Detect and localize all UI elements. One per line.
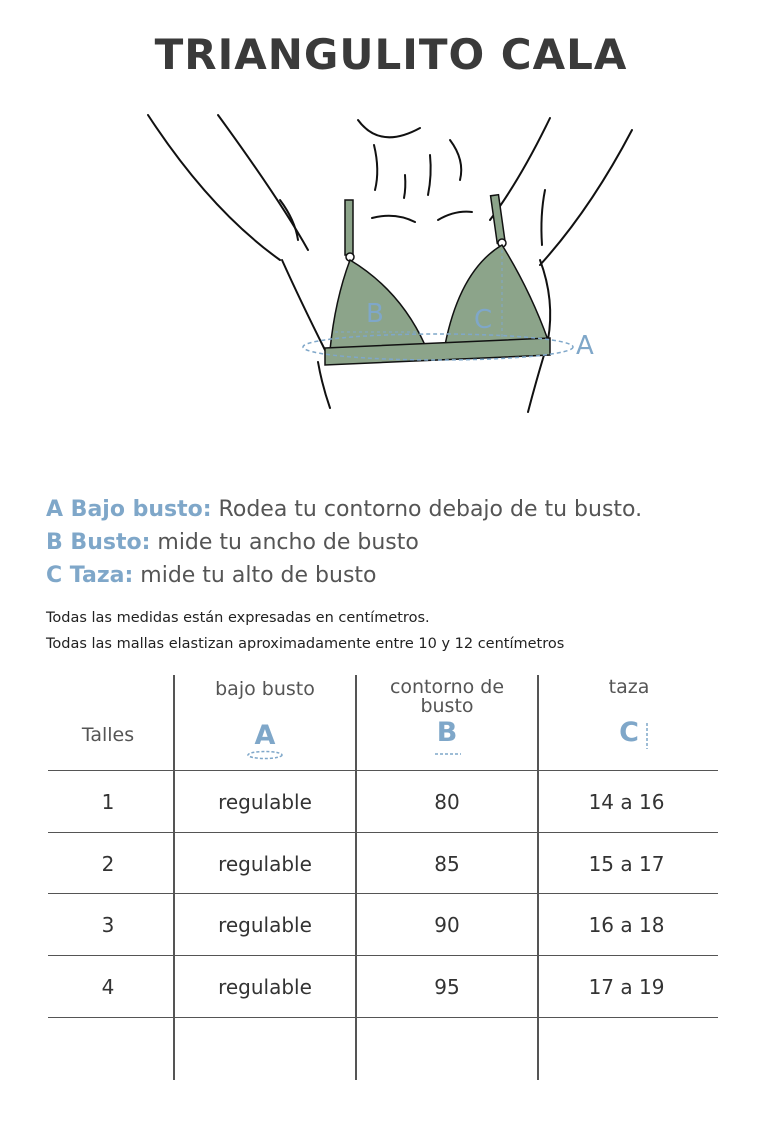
label-a: A [576,331,594,361]
header-bajo-busto: bajo busto [215,678,315,700]
table-rule [48,955,718,956]
neck-line [358,120,420,137]
underbust-mini-icon [245,750,285,760]
measurement-legend [46,493,642,592]
note-elastic: Todas las mallas elastizan aproximadamente entre 10 y 12 centímetros [46,636,565,652]
right-cup [445,245,548,345]
cup-mini-icon [644,721,650,751]
bust-mini-icon [433,751,463,757]
header-letter-c: C [539,717,719,748]
legend-a: A Bajo busto: Rodea tu contorno debajo de tu busto. [46,497,643,522]
left-strap [345,200,353,255]
size-table: Talles bajo busto contorno de busto taza A B C 1 regulable 80 14 a 16 2 regulable 85 15 a 17 3 regulable 90 16 a 18 4 regulable 95 17 a 19 [48,675,718,1080]
table-rule [48,770,718,771]
right-arm-outline [540,130,632,265]
header-taza: taza [608,676,650,698]
table-rule [48,832,718,833]
left-arm-inner [218,115,308,250]
header-talles: Talles [81,724,135,746]
header-letter-b: B [357,717,537,748]
page-title: TRIANGULITO CALA [154,30,628,79]
header-contorno: contorno de busto [389,676,505,717]
left-arm-outline [148,115,280,260]
header-letter-a: A [175,720,355,751]
legend-c: C Taza: mide tu alto de busto [46,563,377,588]
bikini-illustration [130,100,650,430]
right-torso [528,355,544,412]
label-b: B [366,299,384,329]
table-rule [48,893,718,894]
legend-b: B Busto: mide tu ancho de busto [46,530,419,555]
label-c: C [474,305,493,335]
left-torso [318,362,330,408]
table-rule [48,1017,718,1018]
note-units: Todas las medidas están expresadas en centímetros. [46,610,430,626]
notes [46,605,564,657]
